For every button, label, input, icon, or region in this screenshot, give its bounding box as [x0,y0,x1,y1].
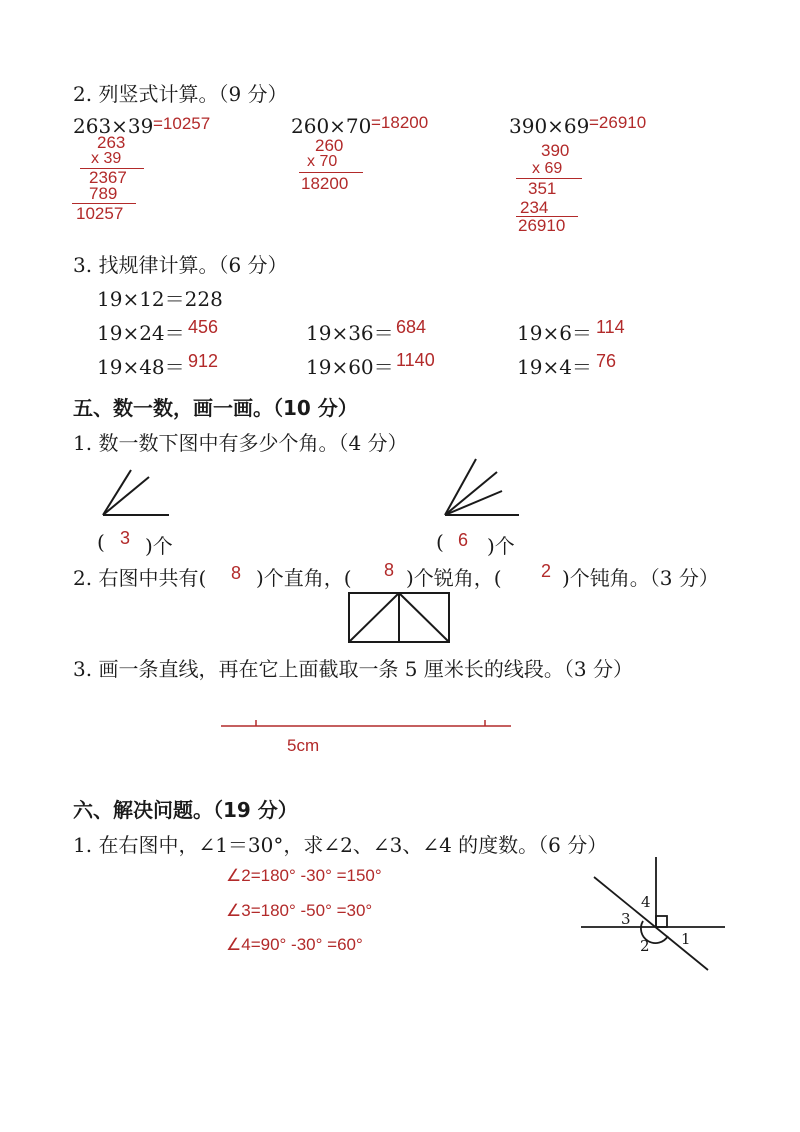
s5-q3-title: 3. 画一条直线，再在它上面截取一条 5 厘米长的线段。（3 分） [73,657,633,681]
segment-label: 5cm [287,736,320,755]
q3-item-4-expr: 19×48＝ [97,355,185,379]
s5-q1-title: 1. 数一数下图中有多少个角。（4 分） [73,431,408,455]
q3-item-3-answer: 114 [596,317,625,337]
q2-p2-row0: 260 [315,136,344,155]
s5-q2-answer-acute: 8 [384,560,395,580]
s5-q2-part3: )个锐角，( [406,566,502,590]
figure-label-2: 2 [640,937,650,955]
q3-item-5-answer: 1140 [396,350,435,370]
q2-p2-result: =18200 [371,113,429,132]
s6-q1-title: 1. 在右图中，∠1＝30°，求∠2、∠3、∠4 的度数。（6 分） [73,833,608,857]
q2-p3-expr: 390×69 [509,114,590,138]
q2-p3-row0: 390 [541,141,570,160]
q2-p1-result: =10257 [153,114,211,133]
s5-q2-part1: 2. 右图中共有( [73,566,207,590]
q2-p3-result: =26910 [589,113,647,132]
s6-answer-angle2: ∠2=180° -30° =150° [226,866,382,885]
q2-title: 2. 列竖式计算。（9 分） [73,82,288,106]
s5-q1-b-open: ( [436,530,444,554]
s5-q2-part2: )个直角，( [256,566,352,590]
q3-item-6-expr: 19×4＝ [517,355,592,379]
figure-label-1: 1 [681,930,691,948]
q3-item-6-answer: 76 [596,351,617,371]
q2-p3-row2: 351 [528,179,557,198]
q3-item-5-expr: 19×60＝ [306,355,394,379]
segment-line [221,720,511,726]
q3-item-1-answer: 456 [188,317,219,337]
s5-q2-part4: )个钝角。（3 分） [562,566,719,590]
figure-lines [581,857,725,970]
section-6-title: 六、解决问题。（19 分） [73,798,298,822]
q3-example: 19×12＝228 [97,287,223,311]
q2-p2-expr: 260×70 [291,114,372,138]
s5-q1-a-answer: 3 [120,528,131,548]
q3-title: 3. 找规律计算。（6 分） [73,253,288,277]
s6-answer-angle3: ∠3=180° -50° =30° [226,901,373,920]
q3-item-1-expr: 19×24＝ [97,321,185,345]
figure-label-4: 4 [641,893,651,911]
q2-p2-row1: x 70 [307,153,338,170]
q2-p1-row2: 2367 [89,168,127,187]
q2-p2-rule1 [299,172,363,173]
q2-p2-row2: 18200 [301,174,349,193]
q2-p1-row4: 10257 [76,204,124,223]
q2-p3-row1: x 69 [532,160,563,177]
q2-p1-row3: 789 [89,184,118,203]
figure-angle-labels [621,893,691,955]
s5-q2-answer-obtuse: 2 [541,561,552,581]
angle-b-rays [445,459,519,515]
s5-q1-a-open: ( [97,530,105,554]
s6-answer-angle4: ∠4=90° -30° =60° [226,935,363,954]
s5-q1-a-close: )个 [145,534,173,558]
q3-item-2-answer: 684 [396,317,427,337]
s5-q1-b-answer: 6 [458,530,469,550]
angle-a-rays [103,470,169,515]
s5-q1-b-close: )个 [487,534,515,558]
figure-label-3: 3 [621,910,631,928]
s5-q2-answer-right: 8 [231,563,242,583]
q2-p1-row1: x 39 [91,150,122,167]
q2-p3-row4: 26910 [518,216,566,235]
q2-p1-expr: 263×39 [73,114,154,138]
q2-p1-row0: 263 [97,133,126,152]
q2-p3-row3: 234 [520,198,549,217]
q3-item-3-expr: 19×6＝ [517,321,592,345]
rectangle-lines [349,593,449,642]
q3-item-2-expr: 19×36＝ [306,321,394,345]
section-5-title: 五、数一数，画一画。（10 分） [73,396,358,420]
q3-item-4-answer: 912 [188,351,219,371]
